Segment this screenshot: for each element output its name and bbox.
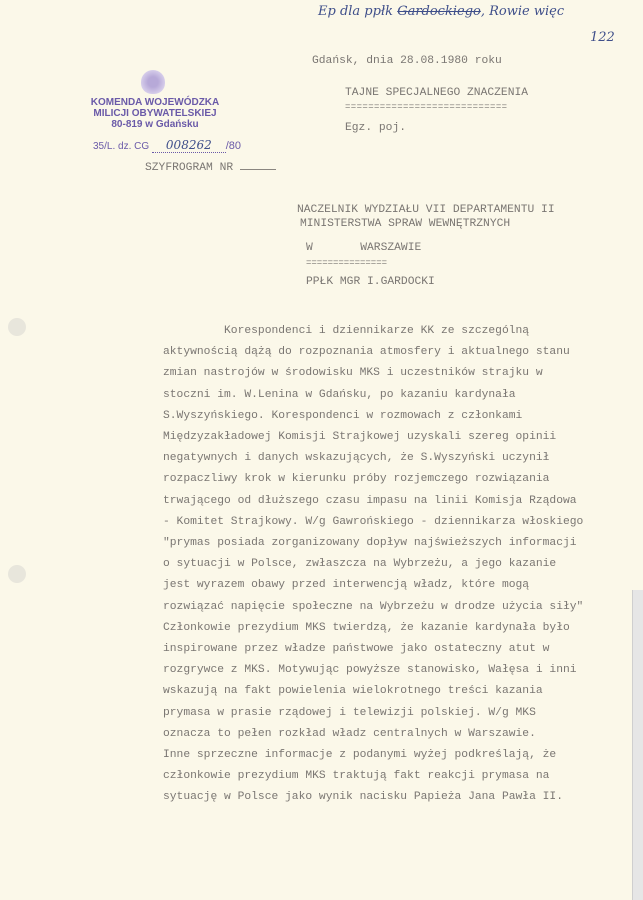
note-text: Ep dla ppłk [318,4,394,19]
addressee-line1: NACZELNIK WYDZIAŁU VII DEPARTAMENTU II [297,204,555,216]
body-line: negatywnych i danych wskazujących, że S.Wyszyński uczynił [163,452,550,465]
body-line: stoczni im. W.Lenina w Gdańsku, po kazaniu kardynała [163,388,516,401]
body-line: aktywnością dążą do rozpoznania atmosfery i aktualnego stanu [163,346,570,359]
place-date: Gdańsk, dnia 28.08.1980 roku [312,55,502,67]
copy-note: Egz. poj. [345,122,407,134]
reference-number [93,138,241,154]
classification-underline: ============================ [345,102,508,112]
ref-number-handwritten: 008262 [152,138,226,153]
cipher-number-label [145,162,276,175]
classification: TAJNE SPECJALNEGO ZNACZENIA [345,87,529,99]
body-line: Inne sprzeczne informacje z podanymi wyżej podkreślają, że [163,749,557,762]
body-line: zmian nastrojów w środowisku MKS i uczestników strajku w [163,367,543,380]
cipher-label: SZYFROGRAM NR [145,162,234,174]
office-stamp [85,97,225,130]
body-line: "prymas posiada zorganizowany dopływ najświeższych informacji [163,537,577,550]
body-line: jest wyrazem obawy przed interwencją władz, które mogą [163,579,530,592]
message-body [163,321,583,809]
eagle-emblem-icon [141,70,165,94]
scanner-edge [632,590,643,900]
stamp-line: KOMENDA WOJEWÓDZKA [90,97,220,108]
cipher-number-blank [240,169,276,170]
body-line: rozpaczliwy krok w kierunku próby rozjemczego rozwiązania [163,473,550,486]
note-struck-name: Gardockiego [397,4,481,19]
body-line: wskazują na fakt powielenia wielokrotnego treści kazania [163,685,543,698]
body-line: inspirowane przez władze państwowe jako ostateczny atut w [163,643,550,656]
body-line: rozwiązać napięcie społeczne na Wybrzeżu w drodze użycia siły" [163,600,584,613]
ref-prefix: 35/L. dz. CG [93,141,150,152]
body-line: o sytuacji w Polsce, zwłaszcza na Wybrzeżu, a jego kazanie [163,558,557,571]
body-line: - Komitet Strajkowy. W/g Gawrońskiego - dziennikarza włoskiego [163,515,584,528]
body-line: S.Wyszyńskiego. Korespondenci w rozmowach z członkami [163,409,523,422]
stamp-line: MILICJI OBYWATELSKIEJ [93,108,217,119]
addressee-city: W WARSZAWIE [306,242,422,254]
body-line: prymasa w prasie rządowej i telewizji polskiej. W/g MKS [163,706,536,719]
addressee-line2: MINISTERSTWA SPRAW WEWNĘTRZNYCH [300,218,511,230]
stamp-line: 80-819 w Gdańsku [111,119,199,130]
ref-suffix: /80 [225,140,242,152]
page-number-handwritten: 122 [590,30,615,45]
city-underline: =============== [306,258,388,268]
body-line: sytuację w Polsce jako wynik nacisku Papieża Jana Pawła II. [163,791,563,804]
addressee-recipient: PPŁK MGR I.GARDOCKI [306,276,435,288]
body-line: Międzyzakładowej Komisji Strajkowej uzyskali szereg opinii [163,431,557,444]
body-line: Członkowie prezydium MKS twierdzą, że kazanie kardynała było [163,621,570,634]
note-text-end: , Rowie więc [480,4,565,19]
handwritten-note [318,4,564,20]
punch-hole-top [8,318,26,336]
punch-hole-bottom [8,565,26,583]
body-line: rozgrywce z MKS. Motywując powyższe stanowisko, Wałęsa i inni [163,664,577,677]
body-line: oznacza to pełen rozkład władz centralnych w Warszawie. [163,727,536,740]
body-line: Korespondenci i dziennikarze KK ze szczególną [163,325,530,337]
body-line: trwającego od dłuższego czasu impasu na linii Komisja Rządowa [163,494,577,507]
body-line: członkowie prezydium MKS traktują fakt reakcji prymasa na [163,770,550,783]
